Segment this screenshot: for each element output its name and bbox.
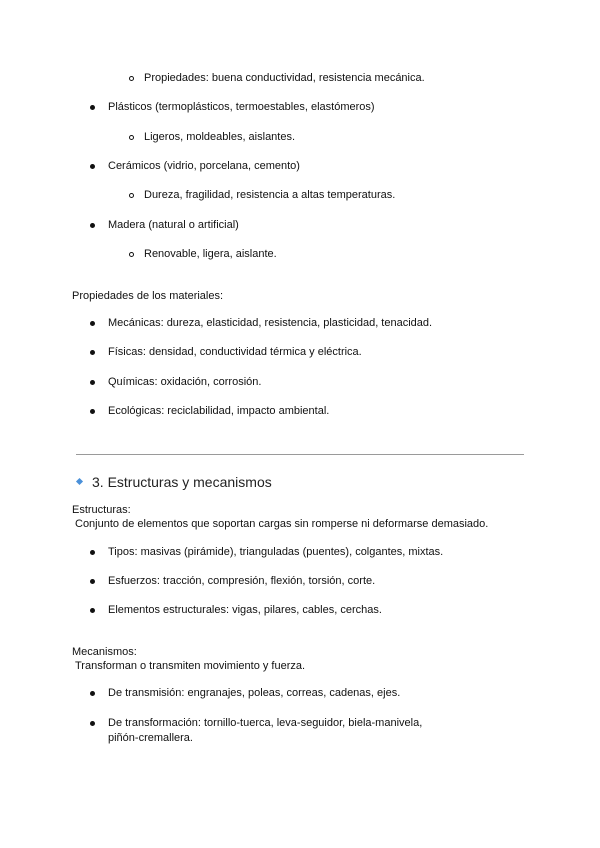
list-item: Propiedades: buena conductividad, resistencia mecánica. — [144, 72, 425, 84]
list-item: Renovable, ligera, aislante. — [144, 248, 277, 260]
properties-heading: Propiedades de los materiales: — [72, 290, 224, 302]
bullet-icon — [90, 321, 95, 326]
bullet-icon — [90, 579, 95, 584]
bullet-icon — [90, 164, 95, 169]
structures-definition: Conjunto de elementos que soportan cargas sin romperse ni deformarse demasiado. — [75, 518, 489, 530]
list-item: Esfuerzos: tracción, compresión, flexión, torsión, corte. — [108, 575, 376, 587]
list-item: Ligeros, moldeables, aislantes. — [144, 131, 296, 143]
mechanisms-definition: Transforman o transmiten movimiento y fuerza. — [75, 660, 306, 672]
list-item: Plásticos (termoplásticos, termoestables, elastómeros) — [108, 101, 375, 113]
structures-label: Estructuras: — [72, 504, 131, 516]
sub-bullet-icon — [129, 193, 134, 198]
list-item: Químicas: oxidación, corrosión. — [108, 376, 262, 388]
list-item-continuation: piñón-cremallera. — [108, 732, 193, 744]
list-item: Tipos: masivas (pirámide), trianguladas (puentes), colgantes, mixtas. — [108, 546, 444, 558]
bullet-icon — [90, 105, 95, 110]
sub-bullet-icon — [129, 76, 134, 81]
list-item: Madera (natural o artificial) — [108, 219, 239, 231]
section-divider — [76, 454, 524, 455]
list-item: Elementos estructurales: vigas, pilares, cables, cerchas. — [108, 604, 382, 616]
bullet-icon — [90, 409, 95, 414]
list-item: De transformación: tornillo-tuerca, leva-seguidor, biela-manivela, — [108, 717, 423, 729]
bullet-icon — [90, 350, 95, 355]
list-item: Ecológicas: reciclabilidad, impacto ambiental. — [108, 405, 330, 417]
sub-bullet-icon — [129, 135, 134, 140]
bullet-icon — [90, 721, 95, 726]
list-item: Cerámicos (vidrio, porcelana, cemento) — [108, 160, 300, 172]
bullet-icon — [90, 608, 95, 613]
list-item: De transmisión: engranajes, poleas, correas, cadenas, ejes. — [108, 687, 401, 699]
sub-bullet-icon — [129, 252, 134, 257]
list-item: Físicas: densidad, conductividad térmica y eléctrica. — [108, 346, 362, 358]
list-item: Dureza, fragilidad, resistencia a altas temperaturas. — [144, 189, 396, 201]
bullet-icon — [90, 380, 95, 385]
diamond-icon — [76, 478, 83, 485]
bullet-icon — [90, 223, 95, 228]
bullet-icon — [90, 550, 95, 555]
section-title: 3. Estructuras y mecanismos — [92, 474, 272, 490]
mechanisms-label: Mecanismos: — [72, 646, 137, 658]
list-item: Mecánicas: dureza, elasticidad, resistencia, plasticidad, tenacidad. — [108, 317, 433, 329]
bullet-icon — [90, 691, 95, 696]
